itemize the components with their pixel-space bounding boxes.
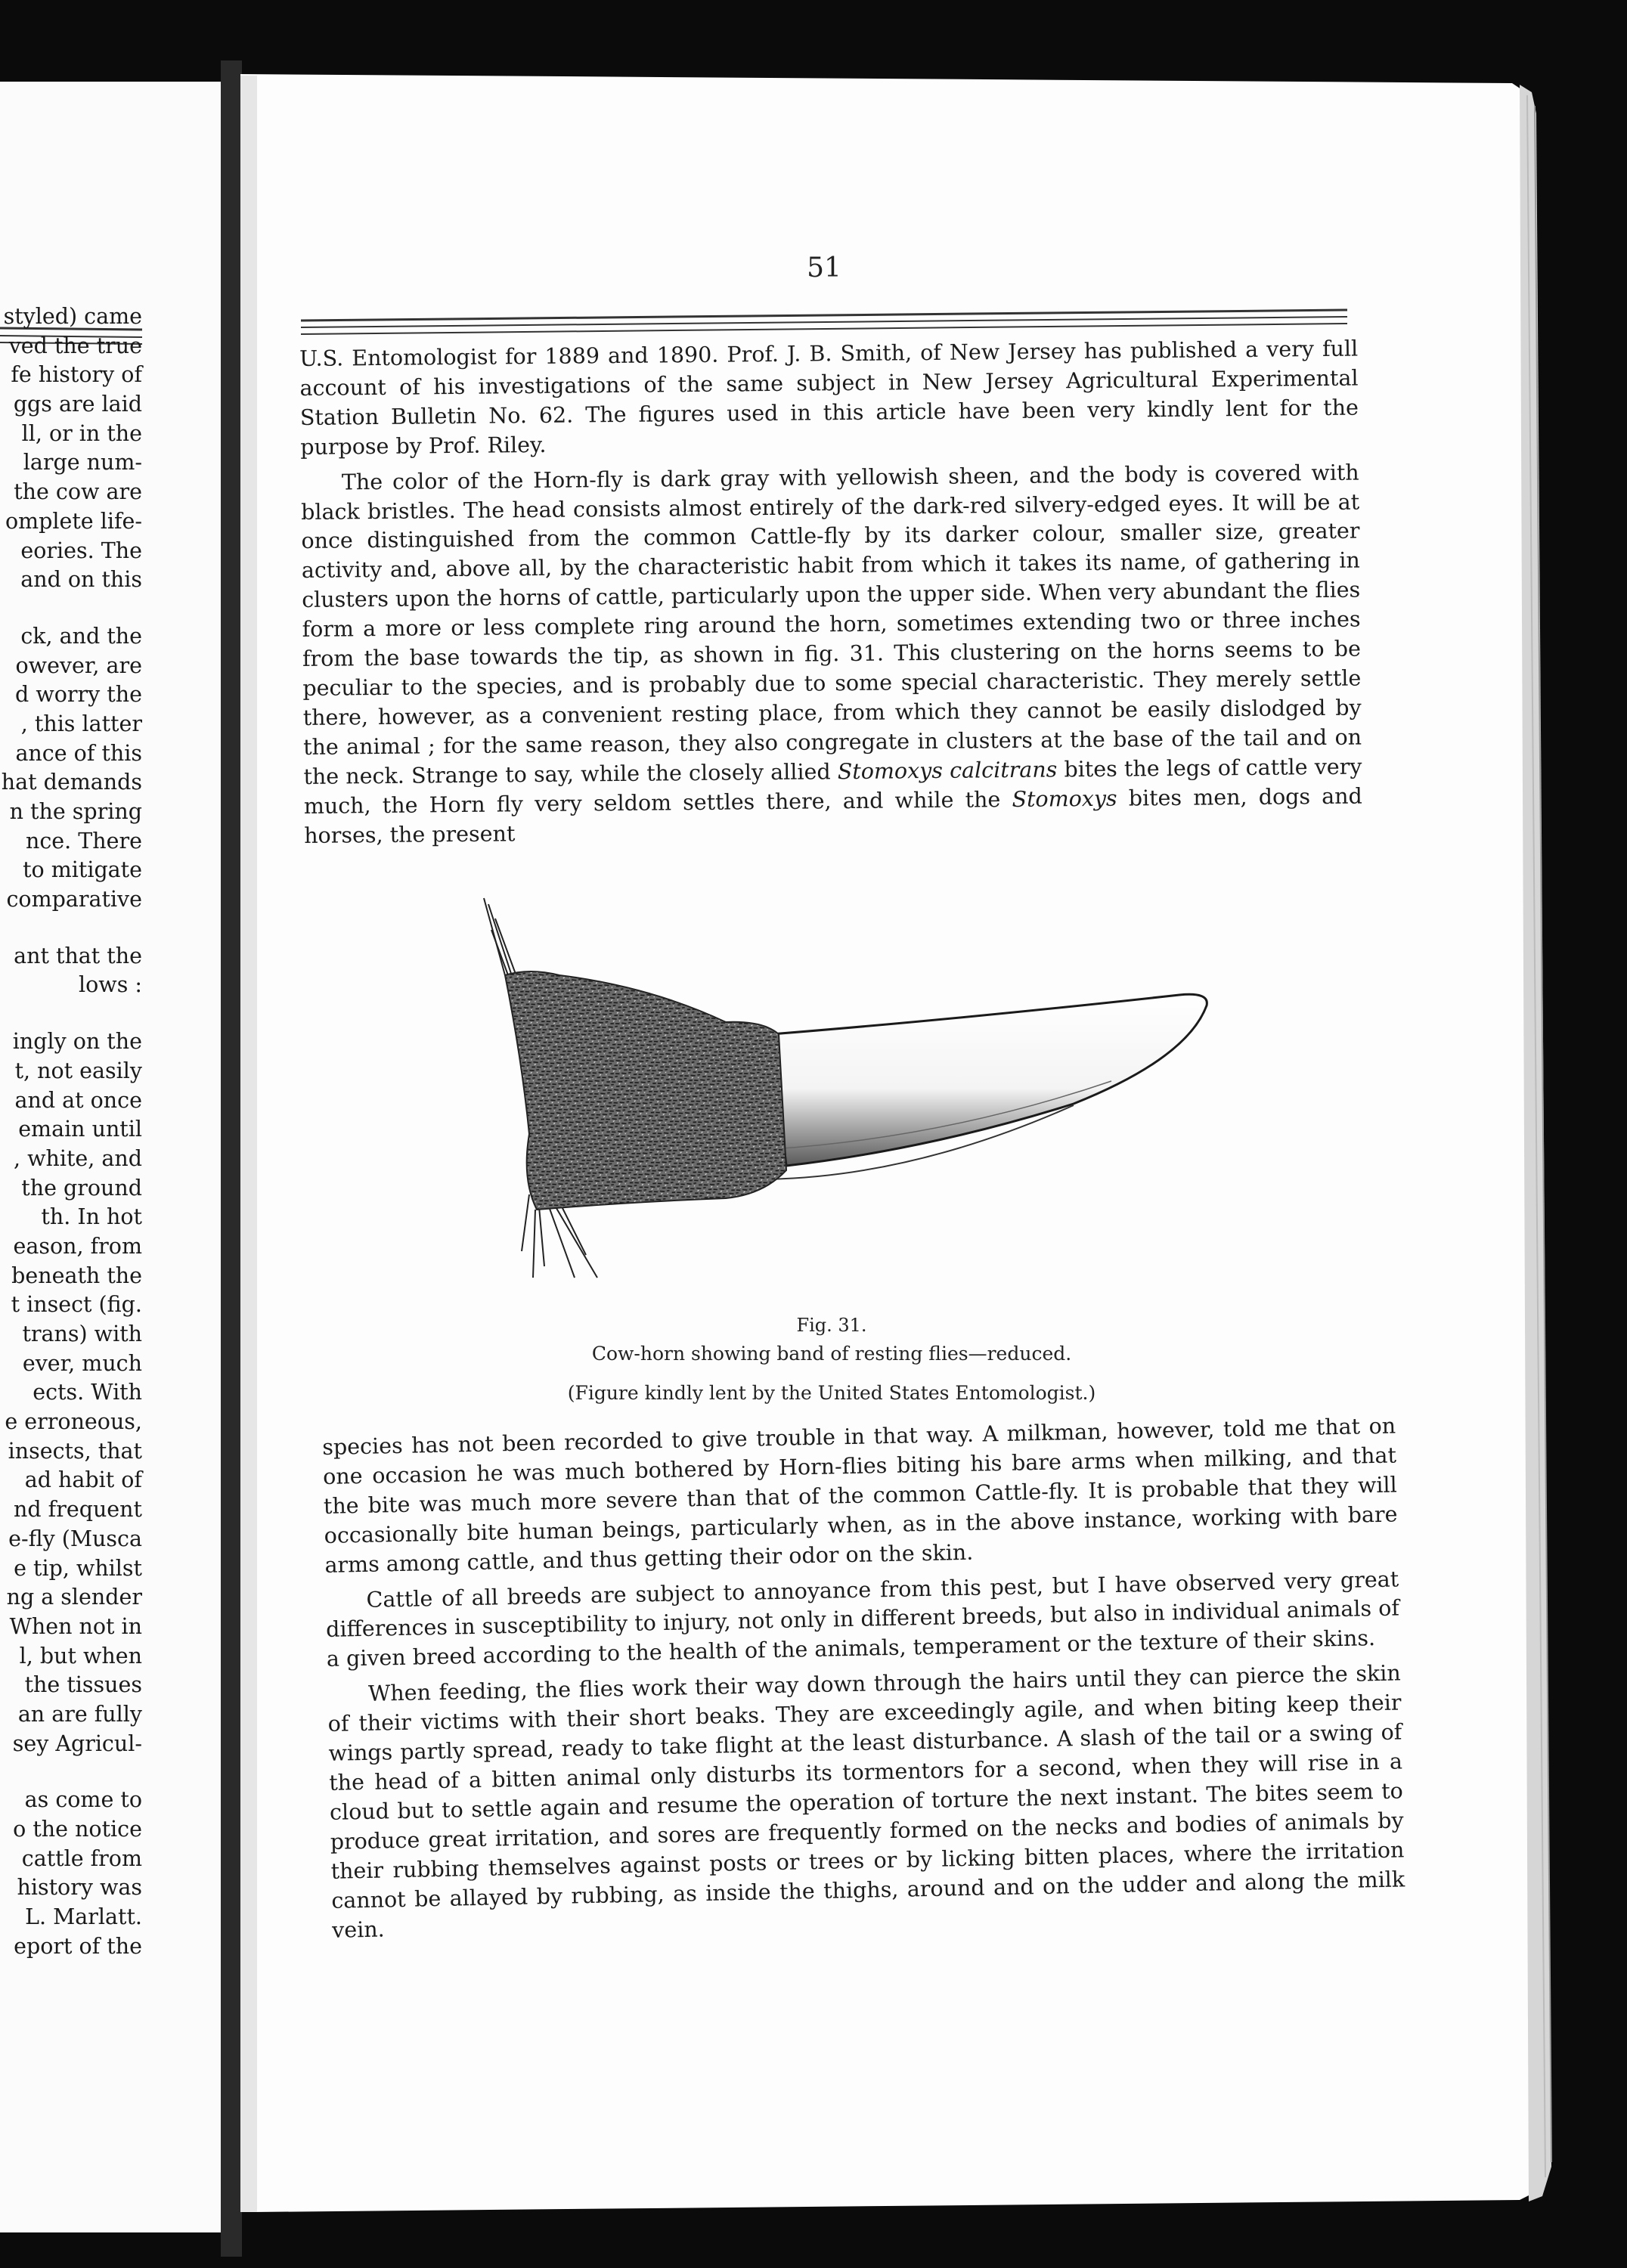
left-page-line: , this latter [20, 711, 142, 736]
left-page-line: the ground [21, 1175, 142, 1201]
left-page-line: trans) with [22, 1321, 142, 1346]
figure-caption-block [552, 1311, 1111, 1408]
left-page-line: ggs are laid [13, 392, 142, 417]
paragraph-text: bites the legs of cattle very much, the Horn fly very seldom settles there, and while the [303, 754, 1362, 819]
left-page-line: an are fully [17, 1701, 142, 1727]
left-page-line: l, but when [19, 1643, 142, 1668]
left-page-line: sey Agricul- [12, 1730, 142, 1756]
left-page-line: and on this [20, 567, 142, 593]
left-page-line: eories. The [20, 538, 142, 563]
left-page-line: eport of the [14, 1933, 142, 1959]
top-text-block [299, 335, 1362, 857]
left-page-line: ingly on the [12, 1029, 142, 1055]
left-page-line: the cow are [14, 479, 142, 505]
left-page-line: to mitigate [23, 857, 142, 883]
left-page-line: beneath the [11, 1263, 142, 1288]
figure-caption: Cow-horn showing band of resting flies—reduced. [591, 1343, 1072, 1365]
bottom-text-block [322, 1412, 1405, 1952]
left-page-line: e-fly (Musca [8, 1526, 142, 1551]
left-page-line: fe history of [11, 362, 142, 388]
gutter-shadow [221, 60, 242, 2257]
left-page-line: ever, much [22, 1350, 142, 1376]
paragraph-text: U.S. Entomologist for 1889 and 1890. Prof. J. B. Smith, of New Jersey has published a very full account of his investigations of the same subject in New Jersey Agricultural Experimental Station Bulletin No. 62. The figures used in this article have been very kindly lent for the purpose by Prof. Riley. [299, 336, 1359, 460]
species-name: Stomoxys calcitrans [837, 757, 1058, 784]
left-page-line: history was [17, 1875, 142, 1901]
left-page-line: emain until [18, 1117, 142, 1142]
left-page-line: t, not easily [14, 1058, 142, 1083]
figure-credit: (Figure kindly lent by the United States Entomologist.) [567, 1382, 1096, 1404]
left-page-line: , white, and [13, 1145, 142, 1171]
left-page-line: When not in [9, 1613, 142, 1639]
left-page-line: ved the true [8, 333, 142, 358]
left-page-line: e tip, whilst [14, 1555, 142, 1581]
body-paragraph [301, 458, 1363, 850]
left-page-line: e erroneous, [5, 1409, 142, 1435]
left-page-line: owever, are [15, 652, 142, 678]
left-page-line: omplete life- [5, 508, 142, 534]
page-number: 51 [807, 253, 841, 284]
left-page-line: hat demands [1, 770, 142, 795]
left-page-line: d worry the [15, 682, 142, 708]
left-page-line: ance of this [15, 740, 142, 766]
left-page-line: L. Marlatt. [25, 1904, 142, 1930]
left-page-line: nce. There [25, 828, 142, 854]
left-page-line: insects, that [8, 1438, 142, 1464]
body-paragraph [299, 335, 1359, 463]
paragraph-text: The color of the Horn-fly is dark gray with yellowish sheen, and the body is covered with black bristles. The head consists almost entirely of the dark-red silvery-edged eyes. It will be at once distinguished from the common Cattle-fly by its darker colour, smaller size, greater activity and, above all, by the characteristic habit from which it takes its name, of gathering in clusters upon the horns of cattle, particularly upon the upper side. When very abundant the flies form a more or less complete ring around the horn, sometimes extending two or three inches from the base towards the tip, as shown in fig. 31. This clustering on the horns seems to be peculiar to the species, and is probably due to some special characteristic. They merely settle there, however, as a convenient resting place, from which they cannot be easily dislodged by the animal ; for the same reason, they also congregate in clusters at the base of the tail and on the neck. Strange to say, while the closely allied [300, 460, 1362, 789]
left-page-line: as come to [24, 1787, 142, 1813]
body-paragraph: species has not been recorded to give trouble in that way. A milkman, however, told me that on one occasion he was much bothered by Horn-flies biting his bare arms when milking, and that the bite was much more severe than that of the common Cattle-fly. It is probable that they will occasionally bite human beings, particularly when, as in the above instance, working with bare arms among cattle, and thus getting their odor on the skin. [322, 1413, 1398, 1578]
left-page-line: ll, or in the [21, 420, 142, 446]
left-page-line: n the spring [9, 799, 142, 824]
left-page-line: cattle from [21, 1845, 142, 1871]
left-page-line: lows : [79, 972, 142, 998]
paragraph-text: bites men, dogs and horses, the present [304, 783, 1362, 848]
left-page-line: styled) came [3, 304, 142, 329]
left-page-line: o the notice [13, 1817, 142, 1842]
left-page-line: ant that the [14, 943, 142, 968]
left-page-line: ad habit of [24, 1467, 142, 1493]
left-page-line: and at once [14, 1087, 142, 1113]
left-page-line: ck, and the [20, 623, 142, 649]
left-page-line: th. In hot [41, 1204, 142, 1230]
species-name: Stomoxys [1012, 785, 1117, 812]
figure-label: Fig. 31. [796, 1315, 867, 1336]
body-paragraph: Cattle of all breeds are subject to annoyance from this pest, but I have observed very great differences in susceptibility to injury, not only in different breeds, but also in individual animals of a given breed according to the health of the animals, temperament or the texture of their skins. [325, 1566, 1400, 1672]
left-page-line: eason, from [13, 1233, 142, 1259]
left-page-line: the tissues [24, 1672, 142, 1698]
left-page-line: large num- [23, 450, 142, 476]
left-page-fragment [0, 302, 142, 1961]
body-paragraph: When feeding, the flies work their way down through the hairs until they can pierce the skin of their victims with their short beaks. They are exceedingly agile, and when biting keep their wings partly spread, ready to take flight at the least disturbance. A slash of the tail or a swing of the head of a bitten animal only disturbs its tormentors for a second, when they will rise in a cloud but to settle again and resume the operation of torture the next instant. The bites seem to produce great irritation, and sores are frequently formed on the necks and bodies of animals by their rubbing themselves against posts or trees or by licking bitten places, where the irritation cannot be allayed by rubbing, as inside the thighs, around and on the udder and along the milk vein. [327, 1660, 1405, 1943]
left-page-line: nd frequent [14, 1497, 142, 1523]
left-page-line: comparative [6, 887, 142, 912]
left-page-line: ects. With [33, 1380, 142, 1405]
left-page-line: ng a slender [6, 1585, 142, 1610]
left-page-line: t insect (fig. [11, 1292, 142, 1318]
